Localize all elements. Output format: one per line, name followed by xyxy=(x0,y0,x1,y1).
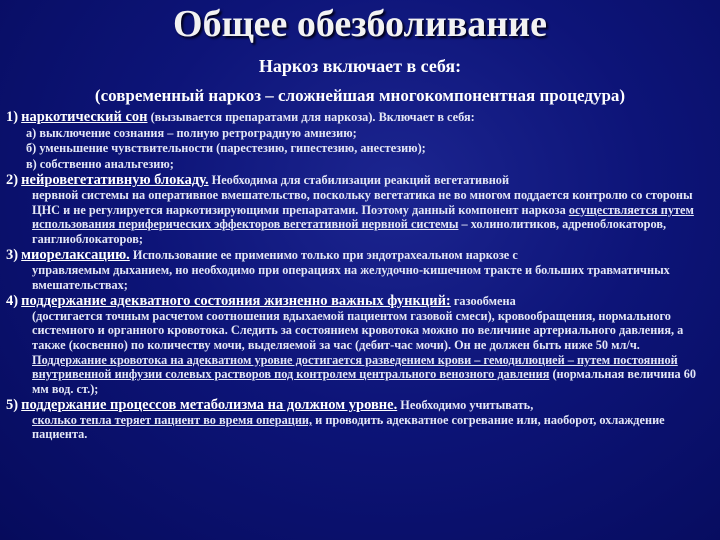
list-item-2 xyxy=(6,173,712,246)
item-text: газообмена xyxy=(453,294,516,309)
item-number: 3) xyxy=(6,247,19,264)
item-underlined-text: осуществляется путем использования периферических эффекторов вегетативной нервной системы xyxy=(32,202,694,232)
list-item-4 xyxy=(6,294,712,396)
slide-title: Общее обезболивание xyxy=(173,3,547,45)
item-text: Необходима для стабилизации реакций вегетативной xyxy=(211,173,510,188)
item-underlined-text: Поддержание кровотока на адекватном уровне достигается разведением крови – гемодилюцией – путем постоянной внутривенной инфузии солевых растворов под контролем центрального венозного давления xyxy=(32,352,678,382)
item-number: 4) xyxy=(6,293,19,310)
item-lead: поддержание процессов метаболизма на должном уровне. xyxy=(21,397,398,414)
item-text: – холинолитиков, адреноблокаторов, ганглиоблокаторов; xyxy=(32,217,667,246)
item-lead: поддержание адекватного состояния жизненно важных функций: xyxy=(21,293,451,310)
item-text: нервной системы на оперативное вмешательство, поскольку вегетатика не во многом поддается контролю со стороны ЦНС и не регулируется наркотизирующими препаратами. Поэтому данный компонент наркоза xyxy=(32,187,693,217)
list-item-5 xyxy=(6,398,712,442)
item-continuation xyxy=(6,188,712,246)
item-number: 2) xyxy=(6,172,19,189)
content-list xyxy=(6,110,712,444)
item-text: (нормальная величина 60 мм вод. ст.); xyxy=(32,367,697,396)
item-continuation: управляемым дыханием, но необходимо при операциях на желудочно-кишечном тракте и больших травматичных вмешательствах; xyxy=(32,262,670,292)
item-text: и проводить адекватное согревание или, наоборот, охлаждение пациента. xyxy=(32,412,665,442)
slide-note: (современный наркоз – сложнейшая многокомпонентная процедура) xyxy=(94,86,626,105)
item-text: Необходимо учитывать, xyxy=(400,398,534,413)
list-item-1 xyxy=(6,110,712,171)
sub-item-b: б) уменьшение чувствительности (парестезию, гипестезию, анестезию); xyxy=(26,141,426,156)
item-number: 5) xyxy=(6,397,19,414)
item-lead: миорелаксацию. xyxy=(21,247,130,264)
item-text: Использование ее применимо только при эндотрахеальном наркозе с xyxy=(132,248,518,263)
sub-item-c: в) собственно анальгезию; xyxy=(26,156,174,171)
item-underlined-text: сколько тепла теряет пациент во время операции, xyxy=(32,412,313,427)
item-continuation xyxy=(6,413,712,442)
item-text: (достигается точным расчетом соотношения вдыхаемой пациентом газовой смеси), кровообращения, нормального системного и органного кровотока. Следить за состоянием кровотока можно по величине артериального давления, а также (косвенно) по количеству мочи, выделяемой за час (дебит-час мочи). Он не должен быть ниже 50 мл/ч. xyxy=(32,308,684,352)
item-text: (вызывается препаратами для наркоза). Включает в себя: xyxy=(150,110,475,124)
list-item-3 xyxy=(6,248,712,292)
sub-item-a: а) выключение сознания – полную ретроградную амнезию; xyxy=(26,125,357,140)
slide-subtitle: Наркоз включает в себя: xyxy=(258,56,462,76)
item-lead: наркотический сон xyxy=(21,109,148,125)
item-continuation xyxy=(6,309,712,397)
item-number: 1) xyxy=(6,109,19,125)
item-lead: нейровегетативную блокаду. xyxy=(21,172,209,189)
